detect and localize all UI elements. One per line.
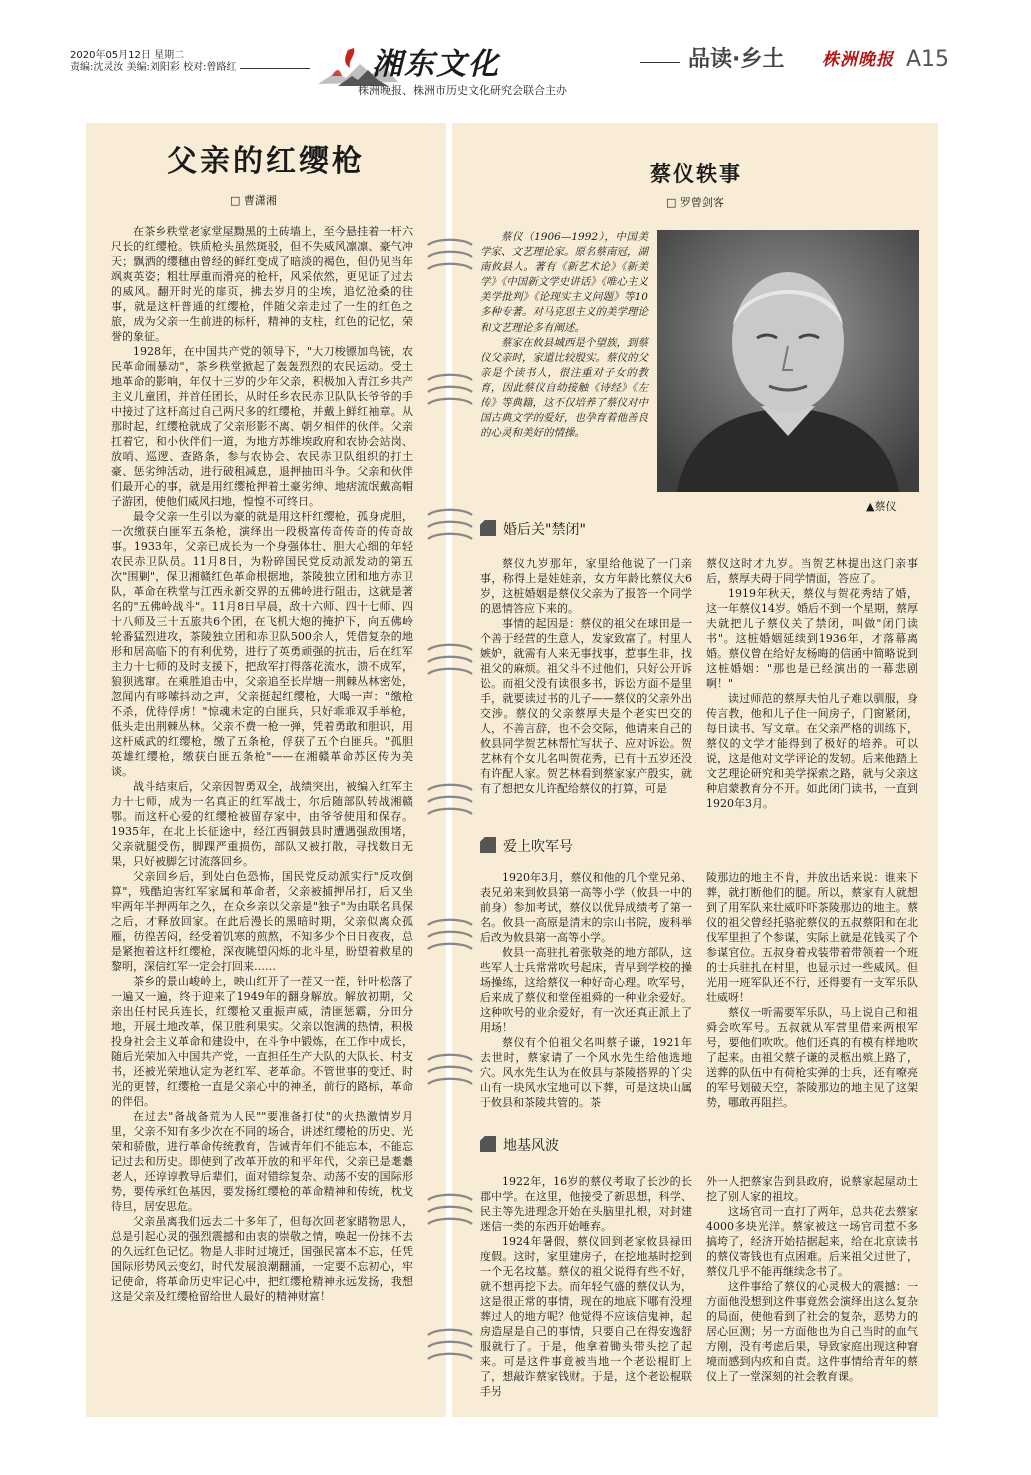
header-rule-right (640, 62, 680, 63)
section-paragraph: 外一人把蔡家告到县政府，说蔡家起屋动土挖了别人家的祖坟。 (706, 1175, 918, 1203)
section-paragraph: 读过师范的蔡厚夫怕儿子难以驯服，身传言教，他和儿子住一间房子，门窗紧闭，每日读书、写文章。在父亲严格的训练下，蔡仪的文学才能得到了极好的培养。可以说，这是他对文学评论的发轫。后来他踏上文艺理论研究和美学探索之路，就与父亲这种启蒙教育分不开。如此闭门读书，一直到1920年3月。 (706, 692, 918, 810)
binder-ring (428, 240, 472, 245)
binder-ring (428, 264, 472, 269)
binder-ring (428, 1195, 472, 1200)
left-paragraph: 在茶乡秩堂老家堂屋黝黑的土砖墙上，至今悬挂着一杆六尺长的红缨枪。铁质枪头虽然斑驳，但不失威风凛凛、豪气冲天；飘洒的缨穗由曾经的鲜红变成了暗淡的褐色，但仍见当年飒爽英姿；粗壮厚重而滑亮的枪杆，风采依然，更见证了过去的威风。翻开时光的扉页，拂去岁月的尘埃，追忆沧桑的往事，就是这杆普通的红缨枪，伴随父亲走过了一生的红色之旅，成为父亲一生前进的标杆，精神的支柱，红色的记忆，荣誉的象征。 (111, 225, 413, 343)
binder-ring (428, 510, 472, 515)
left-paragraph: 最令父亲一生引以为豪的就是用这杆红缨枪，孤身虎胆，一次缴获白匪军五条枪，演绎出一段极富传奇传奇的传奇故事。1933年，父亲已成长为一个身强体壮、胆大心细的年轻农民赤卫队员。11月8日，为粉碎国民党反动派发动的第五次"围剿"，保卫湘赣红色革命根据地，茶陵独立团和地方赤卫队，革命在秩堂与江西永新交界的五佛岭进行阻击，这就是著名的"五佛岭战斗"。11月8日早晨，敌十六师、四十七师、四十八师及三十五旅共6个团，在飞机大炮的掩护下，向五佛岭轮番猛烈进攻，茶陵独立团和赤卫队500余人，凭借复杂的地形和居高临下的有利优势，进行了英勇顽强的抗击，后在红军主力十七师的及时支援下，把敌军打得落花流水，溃不成军，狼狈逃窜。在乘胜追击中，父亲追至长岸塘一荆棘丛林密处，忽闻内有哆嗦抖动之声，父亲挺起红缨枪，大喝一声："缴枪不杀，优待俘虏！"惊魂未定的白匪兵，只好乖乖双手举枪，低头走出荆棘丛林。父亲不费一枪一弹，凭着勇敢和胆识，用这杆威武的红缨枪，缴了五条枪，俘获了五个白匪兵。"孤胆英雄红缨枪，缴获白匪五条枪"——在湘赣革命苏区传为美谈。 (111, 510, 413, 778)
intro-paragraph: 蔡仪（1906—1992），中国美学家、文艺理论家。原名蔡南冠，湖南攸县人。著有《新艺术论》《新美学》《中国新文学史讲话》《唯心主义美学批判》《论现实主义问题》等10多种专著。对马克思主义的美学理论和文艺理论多有阐述。 (480, 231, 648, 334)
binder-ring (428, 1342, 472, 1347)
binder-ring (428, 645, 472, 650)
section-paragraph: 陵那边的地主不肯，并放出话来说：谁来下葬，就打断他们的腿。所以，蔡家有人就想到了用军队来壮威吓吓茶陵那边的地主。蔡仪的祖父曾经托骆驼蔡仪的五叔蔡阳和在北伐军里担了个参谋，实际上就是花钱买了个参谋官位。五叔身着戎装带着带领着一个班的士兵驻扎在村里，也显示过一些威风。但光用一班军队还不行，还得要有一支军乐队壮威呀！ (706, 871, 918, 1004)
section-paragraph: 1924年暑假，蔡仪回到老家攸县禄田度假。这时，家里建房子，在挖地基时挖到一个无名坟墓。蔡仪的祖父说得有些不好，就不想再挖下去。而年轻气盛的蔡仪认为，这是很正常的事情，现在的地底下哪有没埋葬过人的地方呢？他觉得不应该信鬼神，起房造屋是自己的事情，只要自己在得安逸舒服就行了。于是，他拿着锄头带头挖了起来。可是这件事竟被当地一个老讼棍盯上了，想敲诈蔡家钱财。于是，这个老讼棍联手另 (480, 1235, 692, 1398)
section-paragraph: 攸县一高驻扎着张敬尧的地方部队，这些军人士兵常常吹号起床，青早到学校的操场操练，这给蔡仪一种好奇心理。吹军号，后来成了蔡仪和堂侄祖舜的一种业余爱好。这种吹号的业余爱好，有一次还真正派上了用场！ (480, 946, 692, 1034)
heading-marker-icon (480, 837, 496, 853)
date-line: 2020年05月12日 星期二 (70, 50, 185, 61)
left-paragraph: 茶乡的景山峻岭上，映山红开了一茬又一茬，针叶松落了一遍又一遍，终于迎来了1949年的翻身解放。解放初期，父亲出任村民兵连长，红缨枪又重振声威，清匪惩霸，分田分地，开展土地改革，保卫胜利果实。父亲以饱满的热情，积极投身社会主义革命和建设中，在斗争中锻炼，在工作中成长，随后光荣加入中国共产党，一直担任生产大队的大队长、村支书，还被光荣地认定为老红军、老革命。不管世事的变迁、时光的更替，红缨枪一直是父亲心中的神圣，前行的路标，革命的伴侣。 (111, 975, 413, 1108)
section-paragraph: 1922年，16岁的蔡仪考取了长沙的长郡中学。在这里，他接受了新思想，科学、民主等先进理念开始在头脑里扎根，对封建迷信一类的东西开始唾弃。 (480, 1175, 692, 1233)
binder-ring (428, 252, 472, 257)
section-column (706, 556, 918, 811)
heading-marker-icon (480, 1136, 496, 1152)
section-heading (480, 1136, 559, 1156)
right-article-intro (480, 230, 648, 441)
section-heading-text: 地基风波 (503, 1138, 559, 1154)
section-paragraph: 这场官司一直打了两年，总共花去蔡家4000多块光洋。蔡家被这一场官司惹不多搞垮了，经济开始拮据起来，给在北京读书的蔡仪寄钱也有点困难。后来祖父过世了，蔡仪几乎不能再继续念书了。 (706, 1205, 918, 1278)
right-article-byline: □ 罗曾剑客 (666, 196, 724, 209)
section-name: 品读·乡土 (688, 47, 785, 72)
left-article-byline: □ 曹潇湘 (230, 194, 277, 207)
binder-ring (428, 375, 472, 380)
section-paragraph: 蔡仪这时才九岁。当贺艺林提出这门亲事后，蔡厚夫碍于同学情面，答应了。 (706, 557, 918, 585)
section-heading-text: 婚后关"禁闭" (503, 522, 586, 538)
column-title: 湘东文化 (372, 47, 500, 82)
heading-marker-icon (480, 520, 496, 536)
section-column (480, 556, 692, 796)
section-paragraph: 这件事给了蔡仪的心灵极大的震撼：一方面他没想到这件事竟然会演绎出这么复杂的局面，使他看到了社会的复杂，恶势力的居心叵测；另一方面他也为自己当时的血气方刚，没有考虑后果，导致家庭出现这种窘境而感到内疚和自责。这件事情给青年的蔡仪上了一堂深刻的社会教育课。 (706, 1280, 918, 1383)
section-paragraph: 蔡仪九岁那年，家里给他说了一门亲事，称得上是娃娃亲，女方年龄比蔡仪大6岁，这桩婚姻是蔡仪父亲为了报答一个同学的恩情答应下来的。 (480, 557, 692, 615)
section-paragraph: 事情的起因是：蔡仪的祖父在球田是一个善于经营的生意人，发家致富了。村里人嫉妒，就需有人来无事找事，惹事生非，找祖父的麻烦。祖父斗不过他们，只好公开诉讼。而祖父没有读很多书，诉讼方面不是里手，就要读过书的儿子——蔡仪的父亲外出交涉。蔡仪的父亲蔡厚夫是个老实巴交的人，不善言辞，也不会交际，他请来自己的攸县同学贺艺林帮忙写状子、应对诉讼。贺艺林有个女儿名叫贺花秀，已有十五岁还没有许配人家。贺艺林看到蔡家家产殷实，就有了想把女儿许配给蔡仪的打算，可是 (480, 617, 692, 795)
binder-ring (428, 522, 472, 527)
staff-line: 责编:沈灵汝 美编:刘阳彩 校对:曾路红 (70, 62, 237, 73)
section-column (480, 1174, 692, 1399)
binder-ring (428, 920, 472, 925)
binder-rings-icon (420, 0, 480, 1475)
binder-ring (428, 944, 472, 949)
portrait-image (657, 230, 919, 492)
binder-ring (428, 797, 472, 802)
right-article-title: 蔡仪轶事 (650, 161, 742, 186)
section-paragraph: 蔡仪一听需要军乐队，马上说自己和祖舜会吹军号。五叔就从军营里借来两根军号，要他们吹吹。他们还真的有模有样地吹了起来。由祖父蔡子谦的灵柩出殡上路了，送葬的队伍中有荷枪实弹的士兵，还有嘹亮的军号划破天空，茶陵那边的地主见了这架势，哪敢再阻拦。 (706, 1006, 918, 1109)
header-rule-left (240, 68, 310, 69)
page-number: A15 (906, 47, 950, 72)
binder-ring (428, 1055, 472, 1060)
left-paragraph: 战斗结束后，父亲因智勇双全，战绩突出，被编入红军主力十七师，成为一名真正的红军战士，尔后随部队转战湘赣鄂。而这杆心爱的红缨枪被留存家中，由爷爷使用和保存。1935年，在北上长征途中，经江西铜鼓县时遭遇强敌围堵，父亲就腿受伤，脚踝严重损伤，部队又被打散，寻找数日无果，只好被脚乞讨流落回乡。 (111, 780, 413, 868)
binder-ring (428, 1330, 472, 1335)
section-paragraph: 蔡仪有个伯祖父名叫蔡子谦，1921年去世时，蔡家请了一个风水先生给他选地穴。风水先生认为在攸县与茶陵搭界的丫尖山有一块风水宝地可以下葬，可是这块山属于攸县和茶陵共管的。茶 (480, 1036, 692, 1109)
binder-ring (428, 1207, 472, 1212)
binder-ring (428, 669, 472, 674)
section-heading (480, 520, 586, 540)
binder-ring (428, 785, 472, 790)
section-column (706, 870, 918, 1110)
section-paragraph: 1919年秋天，蔡仪与贺花秀结了婚，这一年蔡仪14岁。婚后不到一个星期，蔡厚夫就把儿子蔡仪关了禁闭，叫做"闭门读书"。这桩婚姻延续到1936年，才落幕离婚。蔡仪曾在给好友杨晦的信函中简略说到这桩婚姻："那也是已经演出的一幕悲剧啊！" (706, 587, 918, 690)
binder-ring (428, 1219, 472, 1224)
left-paragraph: 父亲虽离我们远去二十多年了，但每次回老家睹物思人，总是引起心灵的强烈震撼和由衷的崇敬之情，唤起一份抹不去的久远红色记忆。物是人非时过境迁，国强民富本不忘，任凭国际形势风云变幻，时代发展浪潮翻涌，一定要不忘初心，牢记使命，将革命历史牢记心中，把红缨枪精神永远发扬，我想这是父亲及红缨枪留给世人最好的精神财富！ (111, 1215, 413, 1303)
left-paragraph: 1928年，在中国共产党的领导下，"大刀梭镖加鸟铳，农民革命闹暴动"，茶乡秩堂掀起了轰轰烈烈的农民运动。受土地革命的影响，年仅十三岁的少年父亲，积极加入青江乡共产主义儿童团，并首任团长，从时任乡农民赤卫队队长爷爷的手中接过了这杆高过自己两尺多的红缨枪，并戴上鲜红袖章。从那时起，红缨枪就成了父亲形影不离、朝夕相伴的伙伴。父亲扛着它，和小伙伴们一道，为地方苏维埃政府和农协会站岗、放哨、巡逻、查路条，参与农协会、农民赤卫队组织的打土豪、惩劣绅活动，进行破租减息，退押抽田斗争。父亲和伙伴们最开心的事，就是用红缨枪押着土豪劣绅、地痞流氓戴高帽子游团，使他们威风扫地，惶惶不可终日。 (111, 345, 413, 508)
newspaper-brand: 株洲晚报 (822, 50, 894, 70)
binder-ring (428, 809, 472, 814)
binder-ring (428, 1354, 472, 1359)
binder-ring (428, 399, 472, 404)
column-subtitle: 株洲晚报、株洲市历史文化研究会联合主办 (358, 84, 567, 97)
section-heading (480, 837, 573, 857)
binder-ring (428, 534, 472, 539)
binder-ring (428, 1079, 472, 1084)
section-column (480, 870, 692, 1110)
left-paragraph: 父亲回乡后，到处白色恐怖，国民党反动派实行"反攻倒算"，残酷迫害红军家属和革命者，父亲被捕押吊打，后又坐牢两年半押两年之久，在众乡亲以父亲是"独子"为由联名具保之后，才释放回家。在此后漫长的黑暗时期，父亲似离众孤雁，彷徨苦闷，经受着饥寒的煎熬，不知多少个日日夜夜，总是紧抱着这杆红缨枪，深夜眺望闪烁的北斗星，盼望着救星的黎明，深信红军一定会打回来…… (111, 870, 413, 973)
intro-paragraph: 蔡家在攸县城西是个望族，到蔡仪父亲时，家道比较殷实。蔡仪的父亲是个读书人，很注重对子女的教育，因此蔡仪自幼接触《诗经》《左传》等典籍，这不仅培养了蔡仪对中国古典文学的爱好，也孕育着他善良的心灵和美好的情操。 (480, 336, 648, 440)
binder-ring (428, 657, 472, 662)
section-column (706, 1174, 918, 1384)
binder-ring (428, 932, 472, 937)
binder-ring (428, 1067, 472, 1072)
left-article-body (111, 224, 413, 1304)
section-heading-text: 爱上吹军号 (503, 839, 573, 855)
photo-caption: ▲蔡仪 (866, 500, 897, 513)
binder-ring (428, 387, 472, 392)
portrait-photo (657, 230, 919, 492)
left-article-title: 父亲的红缨枪 (167, 144, 365, 179)
section-paragraph: 1920年3月，蔡仪和他的几个堂兄弟、表兄弟来到攸县第一高等小学（攸县一中的前身）参加考试，蔡仪以优异成绩考了第一名。攸县一高原是清末的宗山书院，废科举后改为攸县第一高等小学。 (480, 871, 692, 944)
left-paragraph: 在过去"备战备荒为人民""要准备打仗"的火热激情岁月里，父亲不知有多少次在不同的场合，讲述红缨枪的历史、光荣和骄傲，进行革命传统教育，告诫青年们不能忘本，不能忘记过去和历史。即使到了改革开放的和平年代，父亲已是耄耋老人，还谆谆教导后辈们，面对错综复杂、动荡不安的国际形势，要传承红色基因，要发扬红缨枪的革命精神和传统，枕戈待旦，居安思危。 (111, 1110, 413, 1213)
